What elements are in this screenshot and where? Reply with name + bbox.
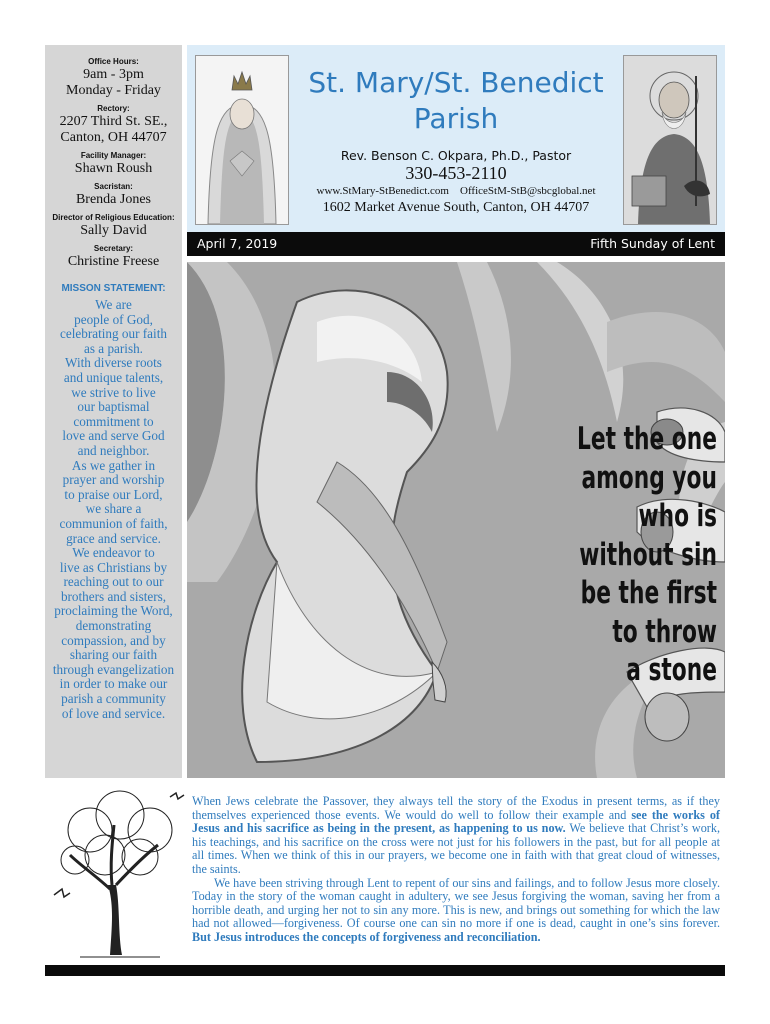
mission-line: our baptismal [77,399,150,415]
parish-address: 1602 Market Avenue South, Canton, OH 44707 [322,200,590,215]
website-link[interactable]: www.StMary-StBenedict.com [316,185,449,197]
rectory-line1: 2207 Third St. SE., [59,114,168,129]
mission-line: reaching out to our [63,574,164,590]
mission-line: love and serve God [62,428,165,444]
religious-ed-name: Sally David [80,223,147,238]
rectory-line2: Canton, OH 44707 [60,130,167,145]
mission-line: live as Christians by [59,559,168,575]
paragraph-emphasis: But Jesus introduces the concepts of forgiveness and reconciliation. [192,929,541,944]
mission-line: as a parish. [84,340,143,356]
mary-portrait-svg [196,56,288,224]
quote-line: among you [581,459,717,496]
paragraph-text: We believe that Christ’s work, his teachings, and his sacrifice on the cross were not just for his followers in the past, but for all people at all times. When we think of this in our prayers, we become one in faith with that great cloud of witnesses, the saints. [192,821,720,876]
mission-line: commitment to [73,413,154,429]
quote-line: a stone [626,652,717,688]
mission-line: people of God, [74,311,153,327]
tree-svg [50,785,190,965]
mission-line: proclaiming the Word, [54,603,173,619]
web-contact [287,185,625,197]
paragraph-text: We have been striving through Lent to repent of our sins and failings, and to follow Jesus more closely. Today in the story of the woman caught in adultery, we see Jesus forgiving the woman, saving her from a horrible death, and urging her not to sin any more. This is new, and brings out something for which the law had not allowed—forgiveness. Of course one can sin no more if one is dead, caught in one’s sins forever. [192,875,720,931]
sacristan-label: Sacristan: [94,182,133,191]
benedict-portrait-svg [624,56,716,224]
mission-line: in order to make our [59,676,168,692]
mission-line: prayer and worship [62,472,165,488]
footer-bar [45,965,725,976]
office-info [45,45,182,270]
mission-line: we share a [85,501,142,517]
mission-line: As we gather in [71,457,156,473]
mission-line: to praise our Lord, [64,486,163,502]
reflection-paragraph-2 [192,877,720,945]
facility-manager-name: Shawn Roush [74,161,153,176]
parish-phone: 330-453-2110 [405,163,507,183]
mission-line: celebrating our faith [60,326,167,342]
rectory-label: Rectory: [97,104,130,113]
scripture-quote [483,420,717,690]
quote-line: be the first [580,575,717,611]
tree-illustration [50,785,190,965]
mission-line: grace and service. [66,530,161,546]
mission-line: brothers and sisters, [60,588,167,604]
bulletin-date: April 7, 2019 [197,236,278,251]
quote-line: to throw [612,613,717,650]
religious-ed-label: Director of Religious Education: [52,213,175,222]
mission-line: We endeavor to [72,545,155,561]
sacristan-name: Brenda Jones [75,192,152,207]
header [187,45,725,232]
quote-line: without sin [579,536,717,573]
mission-line: through evangelization [52,661,175,677]
mission-statement [45,283,182,721]
reflection-text [192,795,720,945]
paragraph-emphasis: see the works of Jesus and his sacrifice as being in the present, as happening to us now. [192,807,720,836]
paragraph-text: When Jews celebrate the Passover, they always tell the story of the Exodus in present terms, as if they themselves experienced those events. We would do well to follow their example and [192,794,720,822]
mission-line: parish a community [61,691,166,707]
parish-name [295,65,617,137]
parish-name-line2: Parish [413,102,499,135]
reflection-paragraph-1 [192,795,720,877]
mission-line: sharing our faith [69,647,158,663]
facility-manager-label: Facility Manager: [80,151,147,160]
office-hours-time: 9am - 3pm [83,67,144,82]
mission-line: demonstrating [75,618,152,634]
mission-line: We are [95,297,132,312]
mission-line: we strive to live [71,384,156,400]
mission-text [45,298,182,721]
mary-portrait-image [195,55,289,225]
date-bar [187,232,725,256]
mission-line: With diverse roots [65,355,162,371]
mission-line: and neighbor. [77,442,150,458]
pastor-name: Rev. Benson C. Okpara, Ph.D., Pastor [340,148,572,163]
mission-line: communion of faith, [59,515,168,531]
benedict-portrait-image [623,55,717,225]
mission-title: MISSON STATEMENT: [61,283,166,294]
office-hours-label: Office Hours: [88,57,139,66]
parish-name-line1: St. Mary/St. Benedict [308,66,604,99]
liturgical-sunday: Fifth Sunday of Lent [590,236,715,251]
mission-line: and unique talents, [63,369,164,385]
secretary-label: Secretary: [93,244,134,253]
quote-line: Let the one [576,421,717,457]
mission-line: of love and service. [61,705,166,721]
mission-line: compassion, and by [61,632,166,648]
jesus-artwork [187,262,725,778]
secretary-name: Christine Freese [67,254,160,269]
quote-line: who is [638,498,717,534]
office-hours-days: Monday - Friday [66,83,161,98]
email-link[interactable]: OfficeStM-StB@sbcglobal.net [460,185,596,197]
sidebar [45,45,182,778]
